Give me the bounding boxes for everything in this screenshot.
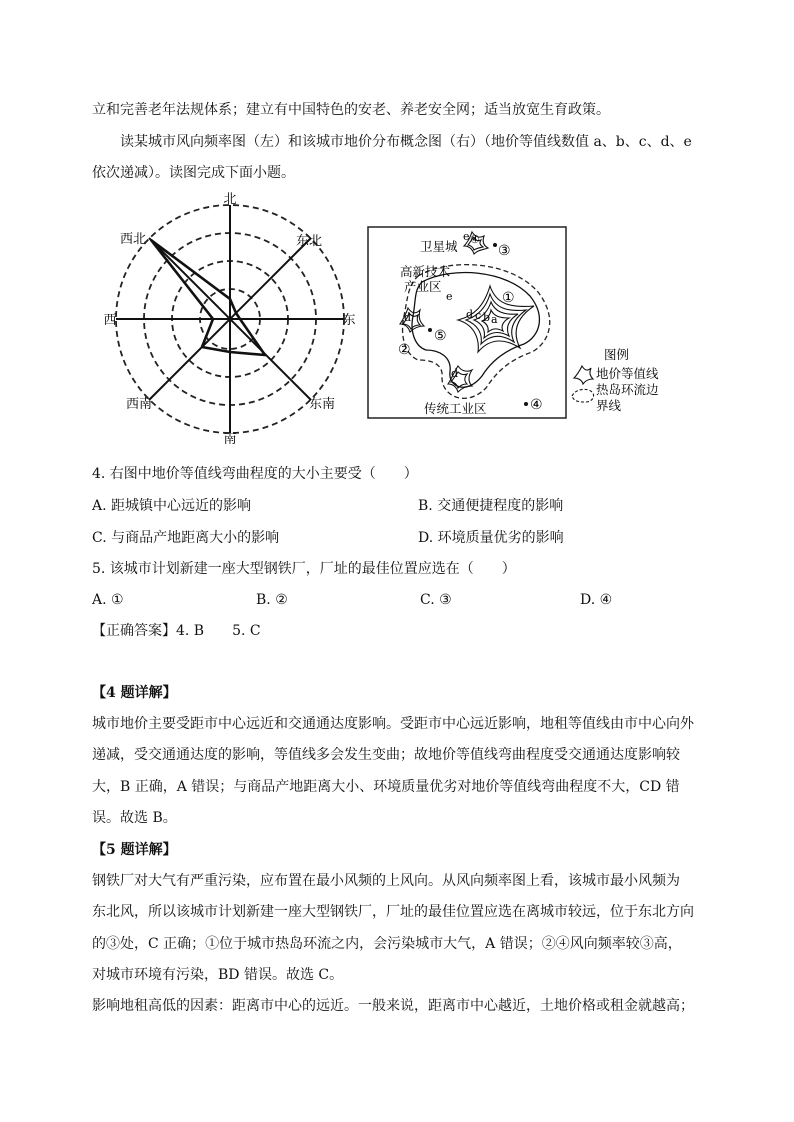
label-4: ④ <box>530 397 543 413</box>
label-5: ⑤ <box>434 328 447 344</box>
intro-line-1: 立和完善老年法规体系；建立有中国特色的安老、养老安全网；适当放宽生育政策。 <box>92 102 610 118</box>
label-d-industrial: d <box>451 367 459 380</box>
label-4-satellite: ④ <box>470 233 480 246</box>
q5-option-d: D. ④ <box>580 592 613 608</box>
answer-text: 4. B 5. C <box>176 623 261 639</box>
q5-option-a: A. ① <box>92 592 124 608</box>
q4-option-b: B. 交通便捷程度的影响 <box>418 498 564 514</box>
wind-rose-figure <box>95 188 365 450</box>
intro-line-3: 依次递减）。读图完成下面小题。 <box>92 165 295 181</box>
label-3: ③ <box>498 243 511 259</box>
dir-n: 北 <box>223 192 237 207</box>
point-3-dot <box>493 243 497 247</box>
detail-4-title: 【4 题详解】 <box>92 685 177 701</box>
label-a-center: a <box>491 313 498 326</box>
legend-heat-icon <box>572 389 594 402</box>
question-4-stem: 4. 右图中地价等值线弯曲程度的大小主要受（ ） <box>92 466 418 482</box>
label-hightech-1: 高新技术 <box>400 264 451 279</box>
label-hightech-2: 产业区 <box>404 279 442 294</box>
q5-option-c: C. ③ <box>420 592 452 608</box>
q4-option-c: C. 与商品产地距离大小的影响 <box>92 530 280 546</box>
legend-contour-label: 地价等值线 <box>596 366 659 381</box>
legend-contour-icon <box>574 366 593 384</box>
dir-e: 东 <box>342 313 356 328</box>
extra-line-1: 影响地租高低的因素：距离市中心的远近。一般来说，距离市中心越近，土地价格或租金就越高； <box>92 998 694 1014</box>
legend-heat-label-1: 热岛环流边 <box>596 382 659 397</box>
dir-w: 西 <box>103 313 117 328</box>
dir-se: 东南 <box>308 397 336 412</box>
legend-heat-label-2: 界线 <box>596 398 622 413</box>
legend-title: 图例 <box>604 347 630 362</box>
point-5-dot <box>428 328 432 332</box>
label-d-hightech: d <box>404 311 412 324</box>
label-satellite-town: 卫星城 <box>420 239 458 254</box>
point-4-dot <box>524 402 528 406</box>
detail-4-line-2: 递减，受交通通达度的影响，等值线多会发生变曲；故地价等值线弯曲程度受交通通达度影响较 <box>92 747 680 763</box>
q5-option-b: B. ② <box>256 592 288 608</box>
dir-ne: 东北 <box>295 234 323 249</box>
detail-5-line-4: 对城市环境有污染，BD 错误。故选 C。 <box>92 967 344 983</box>
label-e-satellite: e <box>463 230 470 243</box>
detail-5-line-2: 东北风，所以该城市计划新建一座大型钢铁厂，厂址的最佳位置应选在离城市较远，位于东北方向 <box>92 904 694 920</box>
label-d-center: d <box>466 308 474 321</box>
answer-label: 【正确答案】 <box>92 623 176 639</box>
land-price-map-figure <box>360 220 680 428</box>
detail-5-line-1: 钢铁厂对大气有严重污染，应布置在最小风频的上风向。从风向频率图上看，该城市最小风频为 <box>92 873 680 889</box>
q4-option-d: D. 环境质量优劣的影响 <box>418 530 564 546</box>
label-b-center: b <box>483 311 491 324</box>
dir-s: 南 <box>223 432 237 447</box>
question-5-stem: 5. 该城市计划新建一座大型钢铁厂，厂址的最佳位置应选在（ ） <box>92 561 516 577</box>
label-c-center: c <box>475 309 482 322</box>
dir-sw: 西南 <box>125 397 153 412</box>
q4-option-a: A. 距城镇中心远近的影响 <box>92 498 252 514</box>
detail-5-title: 【5 题详解】 <box>92 842 177 858</box>
label-2: ② <box>398 342 411 358</box>
label-industrial: 传统工业区 <box>424 401 487 416</box>
dir-nw: 西北 <box>119 232 147 247</box>
detail-4-line-3: 大，B 正确，A 错误；与商品产地距离大小、环境质量优劣对地价等值线弯曲程度不大，CD 错 <box>92 779 680 795</box>
detail-5-line-3: 的③处，C 正确；①位于城市热岛环流之内，会污染城市大气，A 错误；②④风向频率较③高， <box>92 936 682 952</box>
map-frame <box>368 227 566 418</box>
detail-4-line-1: 城市地价主要受距市中心远近和交通通达度影响。受距市中心远近影响，地租等值线由市中心向外 <box>92 716 694 732</box>
label-e-hightech: e <box>446 290 453 303</box>
answer-line <box>92 621 261 641</box>
label-1: ① <box>502 290 515 306</box>
detail-4-line-4: 误。故选 B。 <box>92 810 177 826</box>
intro-line-2: 读某城市风向频率图（左）和该城市地价分布概念图（右）（地价等值线数值 a、b、c、d、e <box>120 134 692 150</box>
